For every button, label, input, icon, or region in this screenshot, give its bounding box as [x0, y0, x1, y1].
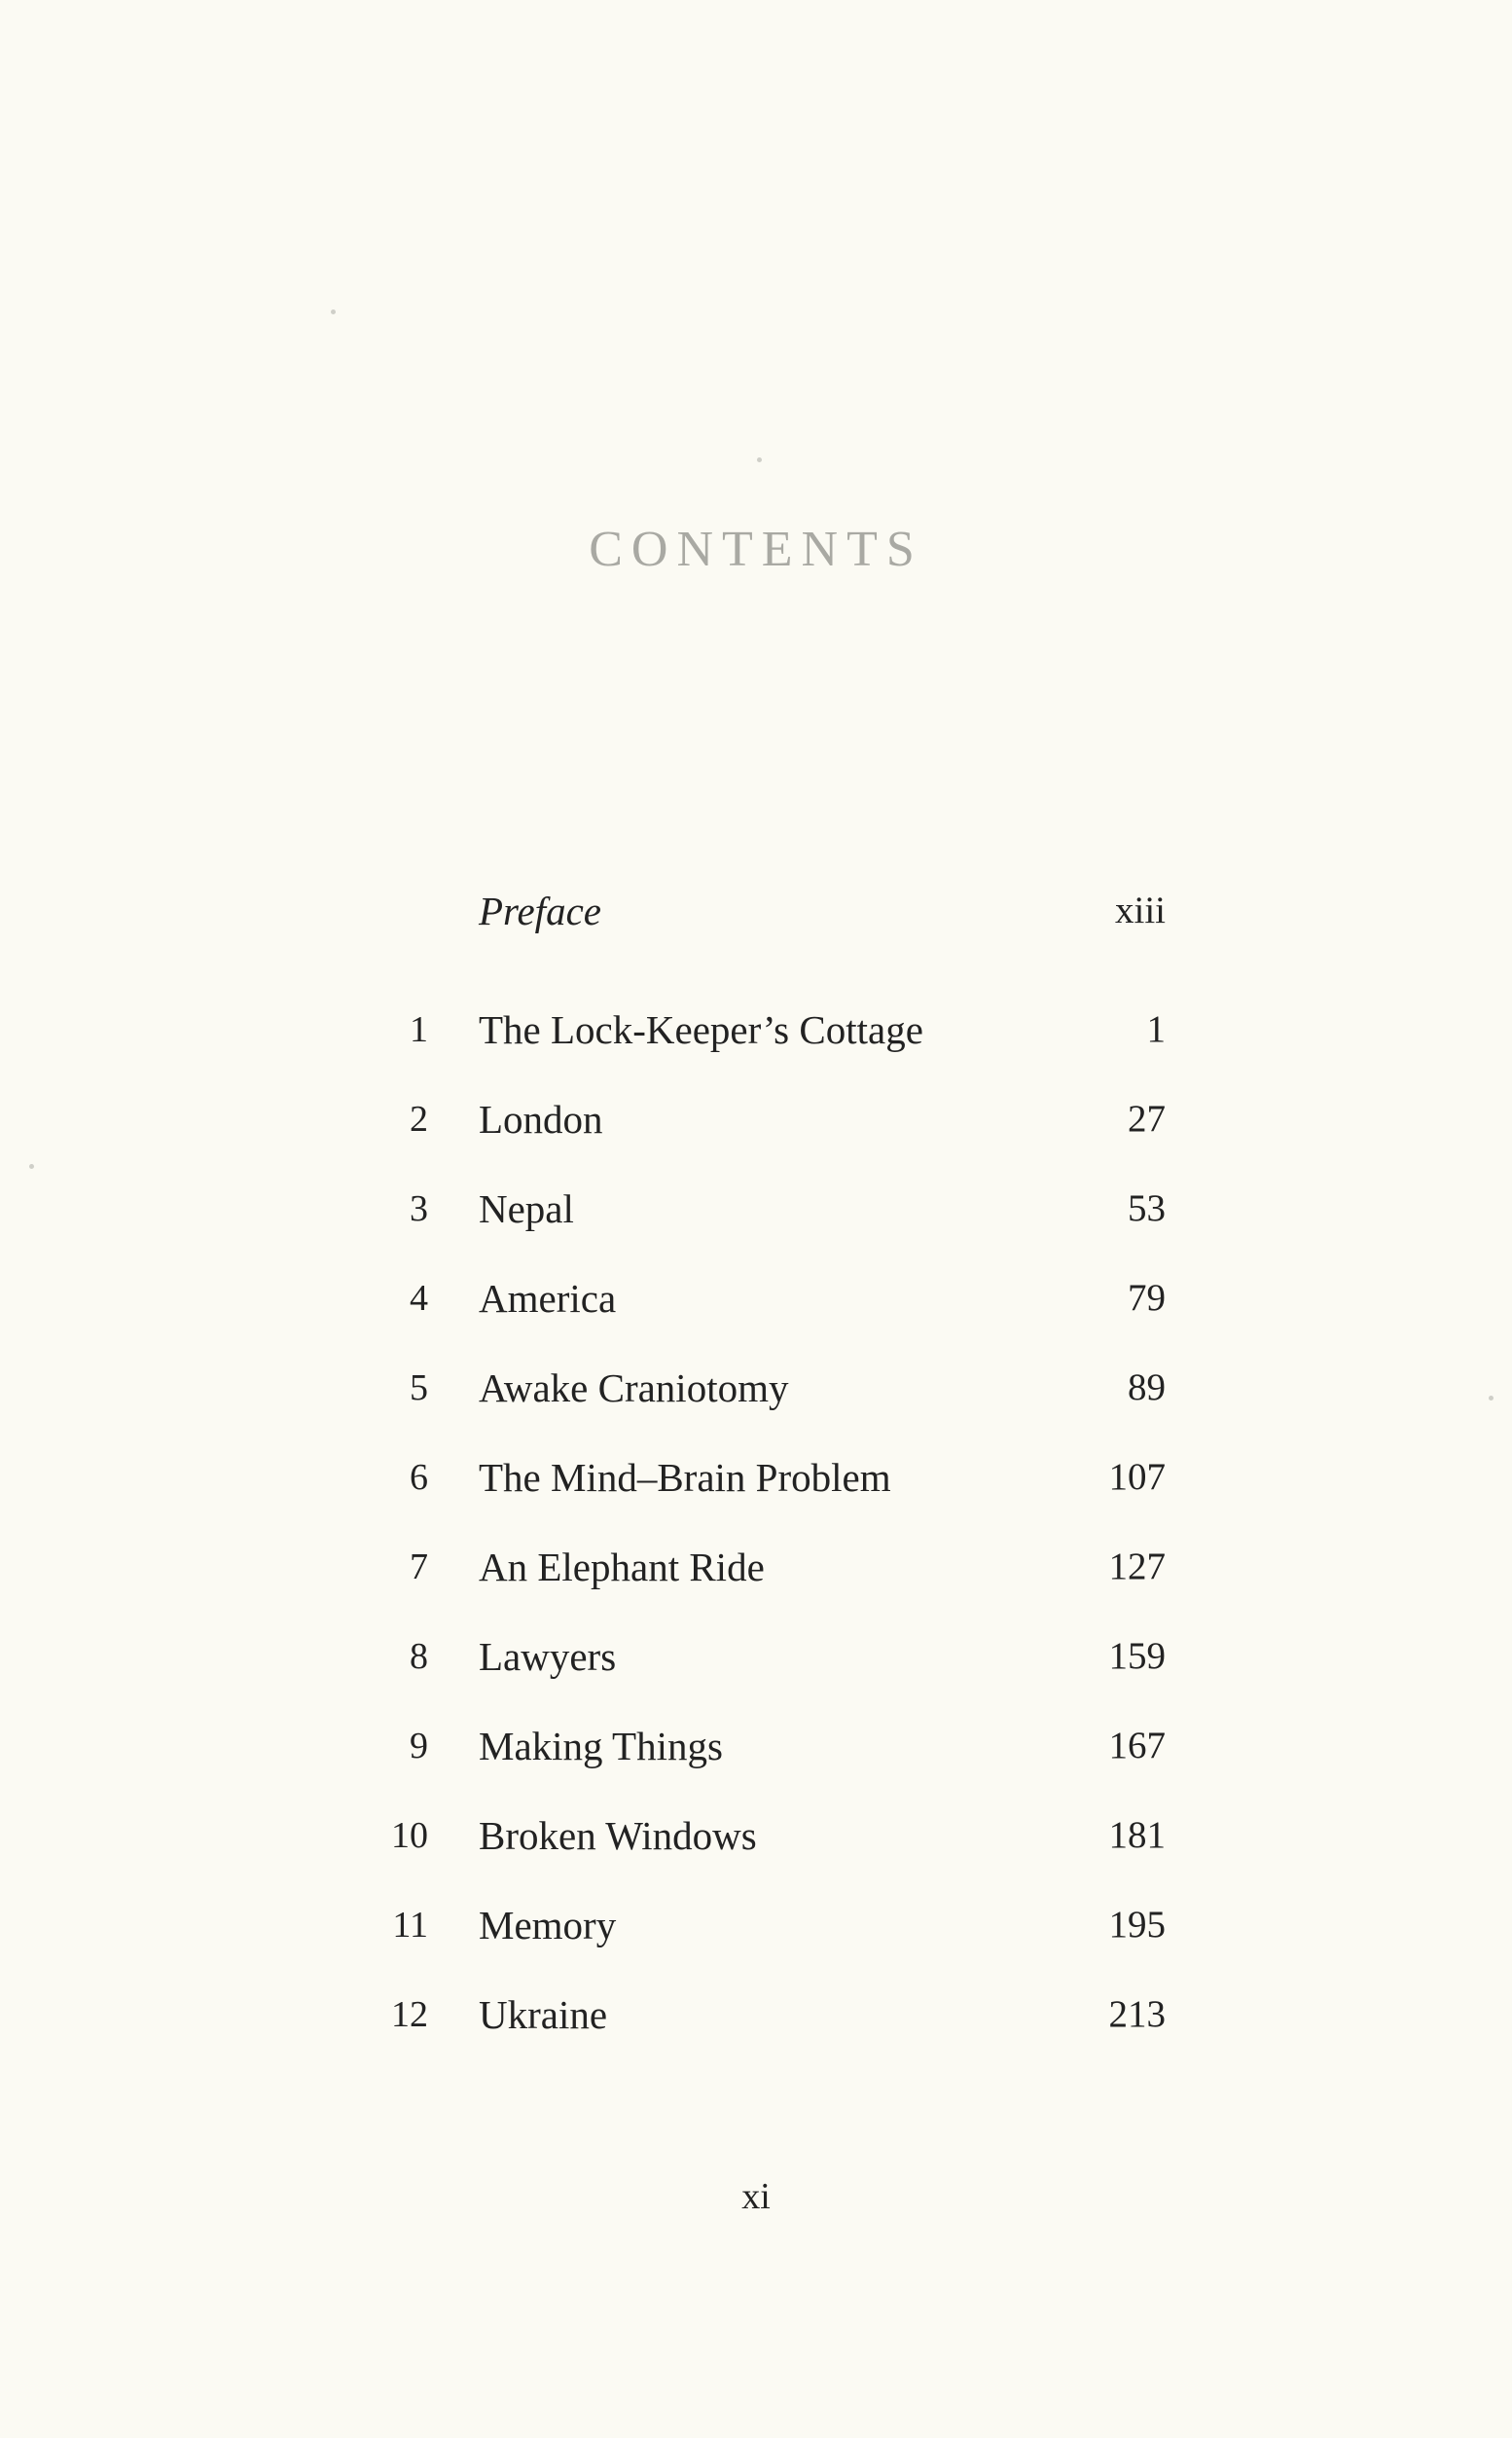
toc-entry-number: 11	[392, 1905, 428, 1946]
toc-entry-page: 127	[1108, 1546, 1166, 1587]
toc-entry-title: Ukraine	[479, 1992, 608, 2037]
toc-entry-chapter[interactable]	[0, 1538, 1512, 1596]
toc-entry-title: The Lock-Keeper’s Cottage	[479, 1007, 923, 1052]
toc-entry-page: 79	[1128, 1277, 1166, 1319]
toc-entry-page: 213	[1108, 1993, 1166, 2035]
toc-entry-page: 53	[1128, 1187, 1166, 1229]
toc-entry-page: 89	[1128, 1366, 1166, 1408]
toc-entry-page: 159	[1108, 1635, 1166, 1677]
toc-entry-title: America	[479, 1276, 617, 1321]
toc-entry-preface[interactable]	[0, 882, 1512, 940]
toc-entry-chapter[interactable]	[0, 1001, 1512, 1059]
toc-entry-page: xiii	[1114, 890, 1166, 931]
toc-entry-chapter[interactable]	[0, 1359, 1512, 1417]
toc-entry-chapter[interactable]	[0, 1985, 1512, 2044]
toc-entry-page: 27	[1128, 1098, 1166, 1140]
paper-speck	[331, 309, 336, 314]
contents-heading: CONTENTS	[589, 522, 923, 577]
toc-entry-title: Lawyers	[479, 1634, 617, 1679]
toc-entry-title: London	[479, 1097, 603, 1142]
toc-entry-title: Nepal	[479, 1186, 574, 1231]
toc-entry-number: 5	[410, 1367, 428, 1408]
toc-entry-number: 9	[410, 1726, 428, 1766]
toc-entry-number: 10	[391, 1815, 428, 1856]
toc-entry-chapter[interactable]	[0, 1448, 1512, 1507]
page-number: xi	[741, 2176, 771, 2217]
toc-entry-page: 181	[1108, 1814, 1166, 1856]
toc-entry-page: 167	[1108, 1725, 1166, 1766]
paper-speck	[29, 1164, 34, 1169]
toc-entry-title: The Mind–Brain Problem	[479, 1455, 891, 1500]
toc-entry-title: An Elephant Ride	[479, 1545, 765, 1589]
toc-entry-chapter[interactable]	[0, 1269, 1512, 1328]
toc-entry-page: 1	[1146, 1008, 1166, 1050]
toc-entry-number: 4	[410, 1278, 428, 1319]
toc-entry-number: 12	[391, 1994, 428, 2035]
toc-entry-chapter[interactable]	[0, 1090, 1512, 1148]
toc-entry-number: 3	[410, 1188, 428, 1229]
toc-entry-page: 195	[1108, 1904, 1166, 1946]
toc-entry-title: Preface	[479, 889, 601, 933]
toc-entry-number: 8	[410, 1636, 428, 1677]
toc-entry-number: 6	[410, 1457, 428, 1498]
toc-entry-number: 7	[410, 1546, 428, 1587]
toc-entry-number: 1	[410, 1009, 428, 1050]
toc-entry-title: Broken Windows	[479, 1813, 757, 1858]
toc-entry-title: Making Things	[479, 1724, 723, 1768]
toc-entry-title: Awake Craniotomy	[479, 1365, 789, 1410]
toc-entry-chapter[interactable]	[0, 1717, 1512, 1775]
toc-entry-chapter[interactable]	[0, 1180, 1512, 1238]
toc-entry-chapter[interactable]	[0, 1627, 1512, 1686]
toc-entry-page: 107	[1108, 1456, 1166, 1498]
toc-entry-title: Memory	[479, 1903, 617, 1947]
toc-entry-chapter[interactable]	[0, 1806, 1512, 1865]
paper-speck	[757, 457, 762, 462]
toc-entry-number: 2	[410, 1099, 428, 1140]
toc-entry-chapter[interactable]	[0, 1896, 1512, 1954]
